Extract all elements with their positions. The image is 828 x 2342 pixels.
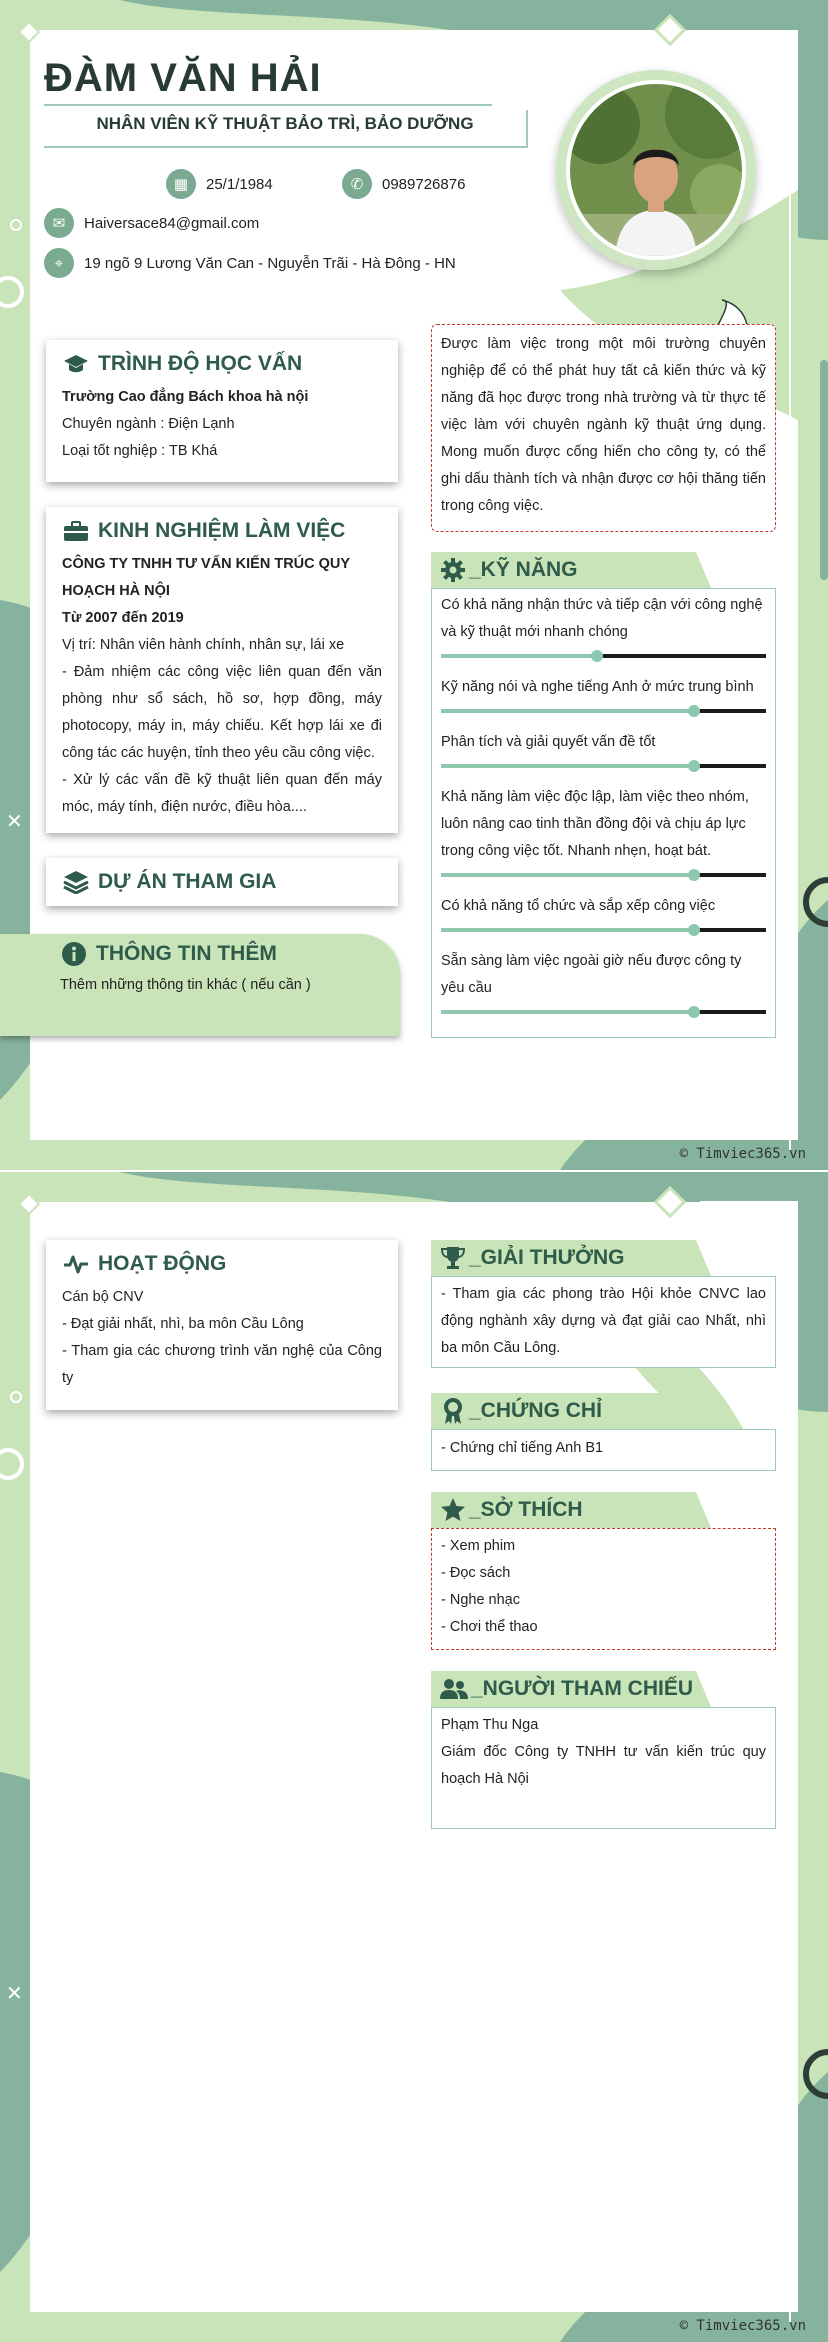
awards-box bbox=[431, 1276, 776, 1368]
star-icon bbox=[439, 1496, 467, 1524]
skill-level-bar bbox=[441, 654, 766, 658]
education-school: Trường Cao đẳng Bách khoa hà nội bbox=[62, 389, 309, 405]
skill-label: Kỹ năng nói và nghe tiếng Anh ở mức trung bình bbox=[441, 679, 754, 695]
skill-level-knob bbox=[688, 1006, 700, 1018]
svg-text:✕: ✕ bbox=[6, 809, 23, 833]
svg-text:✕: ✕ bbox=[6, 1981, 23, 2005]
skill-level-knob bbox=[688, 869, 700, 881]
education-card bbox=[46, 340, 398, 482]
hobbies-box bbox=[431, 1528, 776, 1650]
skill-level-knob bbox=[591, 650, 603, 662]
skill-item bbox=[441, 948, 766, 1014]
skill-level-bar bbox=[441, 928, 766, 932]
reference-name: Phạm Thu Nga bbox=[441, 1717, 539, 1733]
experience-period: Từ 2007 đến 2019 bbox=[62, 610, 184, 626]
activities-heading-label: HOẠT ĐỘNG bbox=[98, 1252, 227, 1275]
awards-text: - Tham gia các phong trào Hội khỏe CNVC lao động nghành xây dựng và đạt giải cao Nhất, nhì ba môn Cầu Lông. bbox=[441, 1286, 766, 1356]
briefcase-icon bbox=[62, 517, 90, 545]
skills-list bbox=[432, 589, 775, 1014]
layers-icon bbox=[62, 868, 90, 896]
experience-company: CÔNG TY TNHH TƯ VẤN KIẾN TRÚC QUY HOẠCH HÀ NỘI bbox=[62, 556, 350, 599]
activities-line-3: - Tham gia các chương trình văn nghệ của Công ty bbox=[62, 1343, 382, 1386]
extra-heading-label: THÔNG TIN THÊM bbox=[96, 942, 277, 965]
reference-role: Giám đốc Công ty TNHH tư vấn kiến trúc quy hoạch Hà Nội bbox=[441, 1744, 766, 1787]
hobbies-list bbox=[432, 1529, 775, 1645]
activities-heading bbox=[62, 1250, 382, 1278]
experience-heading bbox=[62, 517, 382, 545]
awards-heading-label: _GIẢI THƯỞNG bbox=[469, 1246, 625, 1269]
certificate-icon bbox=[439, 1397, 467, 1425]
skill-item bbox=[441, 729, 766, 768]
skill-level-fill bbox=[441, 709, 695, 713]
projects-heading bbox=[62, 868, 382, 896]
hobbies-heading-label: _SỞ THÍCH bbox=[469, 1498, 583, 1521]
skill-label: Khả năng làm việc độc lập, làm việc theo nhóm, luôn nâng cao tinh thần đồng đội và chịu áp lực trong công việc tốt. Nhanh nhẹn, hoạt bát. bbox=[441, 789, 749, 859]
references-heading-label: _NGƯỜI THAM CHIẾU bbox=[471, 1677, 694, 1700]
skill-label: Có khả năng tổ chức và sắp xếp công việc bbox=[441, 898, 716, 914]
experience-duty-2: - Xử lý các vấn đề kỹ thuật liên quan đến máy móc, máy tính, điện nước, điều hòa.... bbox=[62, 772, 382, 815]
mail-icon: ✉ bbox=[44, 208, 74, 238]
hobbies-heading bbox=[431, 1492, 711, 1528]
education-major: Chuyên ngành : Điện Lạnh bbox=[62, 416, 235, 432]
education-heading-label: TRÌNH ĐỘ HỌC VẤN bbox=[98, 352, 303, 375]
gear-icon bbox=[439, 556, 467, 584]
job-title: NHÂN VIÊN KỸ THUẬT BẢO TRÌ, BẢO DƯỠNG bbox=[96, 114, 474, 133]
certificates-heading-label: _CHỨNG CHỈ bbox=[469, 1399, 602, 1422]
skill-level-knob bbox=[688, 760, 700, 772]
skill-level-knob bbox=[688, 924, 700, 936]
certificates-text: - Chứng chỉ tiếng Anh B1 bbox=[441, 1440, 604, 1456]
education-grade: Loại tốt nghiệp : TB Khá bbox=[62, 443, 218, 459]
experience-position: Vị trí: Nhân viên hành chính, nhân sự, lái xe bbox=[62, 637, 345, 653]
cv-page-2 bbox=[0, 1172, 828, 2342]
experience-card bbox=[46, 507, 398, 833]
activities-card bbox=[46, 1240, 398, 1410]
skill-level-fill bbox=[441, 764, 695, 768]
skill-level-bar bbox=[441, 709, 766, 713]
users-icon bbox=[439, 1675, 469, 1703]
skill-label: Có khả năng nhận thức và tiếp cận với công nghệ và kỹ thuật mới nhanh chóng bbox=[441, 597, 763, 640]
candidate-name: ĐÀM VĂN HẢI bbox=[44, 56, 322, 100]
skill-item bbox=[441, 674, 766, 713]
skill-level-fill bbox=[441, 1010, 695, 1014]
skill-level-knob bbox=[688, 705, 700, 717]
skill-item bbox=[441, 592, 766, 658]
hobby-item: - Nghe nhạc bbox=[441, 1592, 520, 1608]
location-icon: ⌖ bbox=[44, 248, 74, 278]
graduation-cap-icon bbox=[62, 350, 90, 378]
email-text: Haiversace84@gmail.com bbox=[84, 214, 260, 232]
extra-heading bbox=[60, 940, 400, 968]
skill-level-bar bbox=[441, 873, 766, 877]
hobby-item: - Xem phim bbox=[441, 1538, 516, 1554]
address-text: 19 ngõ 9 Lương Văn Can - Nguyễn Trãi - Hà Đông - HN bbox=[84, 254, 456, 272]
skill-item bbox=[441, 893, 766, 932]
skill-label: Sẵn sàng làm việc ngoài giờ nếu được công ty yêu cầu bbox=[441, 953, 742, 996]
skill-label: Phân tích và giải quyết vấn đề tốt bbox=[441, 734, 656, 750]
calendar-icon: ▦ bbox=[166, 169, 196, 199]
skills-heading-label: _KỸ NĂNG bbox=[469, 558, 578, 581]
experience-heading-label: KINH NGHIỆM LÀM VIỆC bbox=[98, 519, 346, 542]
certificates-box bbox=[431, 1429, 776, 1471]
references-heading bbox=[431, 1671, 711, 1707]
education-heading bbox=[62, 350, 382, 378]
phone-icon: ✆ bbox=[342, 169, 372, 199]
watermark: © Timviec365.vn bbox=[679, 2318, 806, 2334]
watermark: © Timviec365.vn bbox=[679, 1146, 806, 1162]
projects-heading-label: DỰ ÁN THAM GIA bbox=[98, 870, 277, 893]
skill-level-fill bbox=[441, 654, 597, 658]
projects-card bbox=[46, 858, 398, 906]
skill-item bbox=[441, 784, 766, 877]
skill-level-bar bbox=[441, 1010, 766, 1014]
skills-heading bbox=[431, 552, 711, 588]
birthday-text: 25/1/1984 bbox=[206, 175, 273, 193]
certificates-heading bbox=[431, 1393, 711, 1429]
awards-heading bbox=[431, 1240, 711, 1276]
info-icon bbox=[60, 940, 88, 968]
extra-card bbox=[0, 934, 400, 1036]
hobby-item: - Chơi thể thao bbox=[441, 1619, 538, 1635]
activities-line-2: - Đạt giải nhất, nhì, ba môn Cầu Lông bbox=[62, 1316, 304, 1332]
skill-level-bar bbox=[441, 764, 766, 768]
pulse-icon bbox=[62, 1250, 90, 1278]
objective-text: Được làm việc trong một môi trường chuyên nghiệp để có thể phát huy tất cả kiến thức và kỹ năng đã học được trong nhà trường và từ thực tế việc làm với chuyên ngành kỹ thuật ứng dụng. Mong muốn được cống hiến cho công ty, có thể ghi dấu thành tích và nhận được cơ hội thăng tiến trong công việc. bbox=[441, 336, 766, 514]
phone-text: 0989726876 bbox=[382, 175, 466, 193]
trophy-icon bbox=[439, 1244, 467, 1272]
experience-duty-1: - Đảm nhiệm các công việc liên quan đến văn phòng như sổ sách, hồ sơ, hợp đồng, máy photocopy, máy in, máy chiếu. Kết hợp lái xe đi công tác các huyện, tỉnh theo yêu cầu công việc. bbox=[62, 664, 382, 761]
references-box bbox=[431, 1707, 776, 1829]
skill-level-fill bbox=[441, 873, 695, 877]
skill-level-fill bbox=[441, 928, 695, 932]
hobby-item: - Đọc sách bbox=[441, 1565, 511, 1581]
objective-box bbox=[431, 324, 776, 532]
skills-box bbox=[431, 588, 776, 1038]
extra-text: Thêm những thông tin khác ( nếu cần ) bbox=[60, 977, 311, 993]
activities-line-1: Cán bộ CNV bbox=[62, 1289, 144, 1305]
cv-page-1 bbox=[0, 0, 828, 1170]
